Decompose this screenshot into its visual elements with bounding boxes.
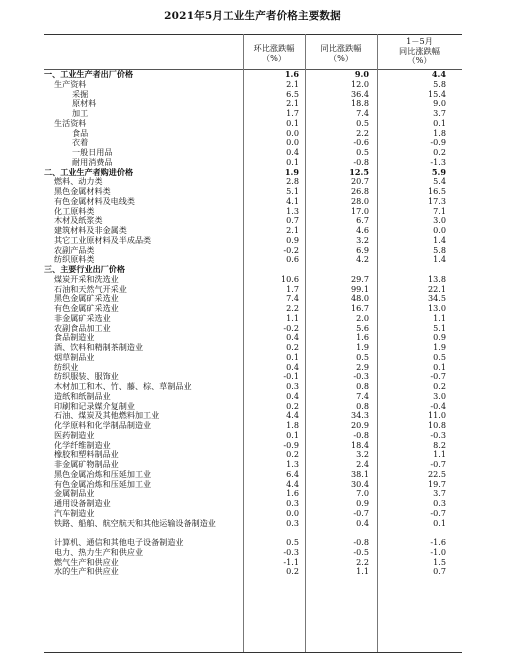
row-label: 耐用消费品 [72,156,113,167]
cell-mom: 1.7 [286,283,299,294]
cell-mom: 2.8 [286,176,299,187]
cell-ytd: 22.1 [427,283,446,294]
cell-mom: 1.3 [286,459,299,469]
cell-yoy: -0.6 [353,137,369,148]
cell-mom: 0.2 [286,566,299,577]
cell-mom: 0.4 [286,390,299,401]
row-label: 非金属矿采选业 [54,312,111,323]
cell-mom: 5.1 [286,186,299,196]
cell-mom: 0.4 [286,147,299,157]
row-label: 二、工业生产者购进价格 [44,166,134,177]
row-label: 食品 [72,127,89,138]
row-label: 有色金属矿采选业 [54,303,119,313]
cell-yoy: 18.8 [350,98,369,109]
cell-ytd: 5.8 [433,78,446,89]
row-label: 木材及纸浆类 [54,215,103,226]
cell-ytd: 1.1 [433,449,446,460]
cell-ytd: 0.1 [433,117,446,128]
cell-yoy: -0.8 [353,537,369,547]
cell-ytd: -0.9 [430,137,446,148]
cell-yoy: -0.8 [353,156,369,167]
row-label: 酒、饮料和精制茶制造业 [54,342,144,352]
table-row [44,129,462,139]
cell-mom: 0.2 [286,449,299,460]
cell-yoy: 18.4 [350,439,369,450]
cell-yoy: -0.3 [353,371,369,382]
cell-ytd: 0.2 [433,147,446,157]
cell-ytd: -1.3 [430,156,446,167]
cell-ytd: 0.0 [433,225,446,235]
row-label: 通用设备制造业 [54,498,111,508]
row-label: 金属制品业 [54,488,95,499]
cell-ytd: 1.4 [433,254,446,265]
cell-ytd: 5.9 [431,166,446,177]
cell-mom: 0.1 [286,117,299,128]
cell-ytd: 5.1 [433,322,446,333]
cell-ytd: -0.3 [430,429,446,440]
row-label: 原材料 [72,98,97,109]
cell-yoy: 2.9 [356,361,369,372]
row-label: 衣着 [72,137,89,148]
row-label: 农副产品类 [54,244,95,255]
cell-mom: 0.9 [286,234,299,245]
cell-mom: 4.4 [286,478,299,489]
cell-ytd: 13.0 [427,303,446,313]
cell-yoy: -0.7 [353,507,369,518]
cell-yoy: 7.4 [356,108,369,118]
row-label: 医药制造业 [54,429,95,440]
cell-yoy: 2.0 [356,312,369,323]
cell-ytd: 16.5 [427,186,446,196]
cell-mom: 0.6 [286,254,299,265]
cell-yoy: 1.1 [356,566,369,577]
cell-ytd: 3.7 [433,108,446,118]
cell-yoy: 99.1 [350,283,369,294]
table-row [44,109,462,119]
cell-yoy: 12.0 [350,78,369,89]
row-label: 烟草制品业 [54,351,95,362]
cell-mom: 1.6 [284,69,299,79]
table-row [44,519,462,539]
cell-mom: 0.0 [286,507,299,518]
cell-yoy: 36.4 [350,88,369,99]
cell-yoy: 16.7 [350,303,369,313]
cell-mom: 4.4 [286,410,299,421]
table-row [44,236,462,246]
cell-yoy: 26.8 [350,186,369,196]
cell-yoy: 6.9 [356,244,369,255]
cell-mom: 2.1 [286,98,299,109]
cell-ytd: -0.7 [430,507,446,518]
cell-mom: 1.9 [284,166,299,177]
table-top-rule [44,34,462,35]
cell-mom: 4.1 [286,195,299,206]
cell-yoy: 0.5 [356,147,369,157]
cell-ytd: 17.3 [427,195,446,206]
table-row [44,246,462,256]
cell-ytd: 3.7 [433,488,446,499]
table-row [44,80,462,90]
cell-mom: 6.5 [286,88,299,99]
cell-yoy: 6.7 [356,215,369,226]
cell-yoy: 48.0 [350,293,369,304]
cell-yoy: 1.9 [356,342,369,352]
row-label: 纺织业 [54,361,79,372]
cell-yoy: 29.7 [350,273,369,284]
row-label: 铁路、船舶、航空航天和其他运输设备制造业 [54,517,216,528]
row-label: 纺织原料类 [54,254,95,265]
row-label: 纺织服装、服饰业 [54,371,119,382]
cell-ytd: 0.3 [433,498,446,508]
cell-ytd: 1.1 [433,312,446,323]
cell-yoy: 7.4 [356,390,369,401]
cell-ytd: 11.0 [427,410,446,421]
cell-mom: 0.3 [286,517,299,528]
table-row [44,207,462,217]
row-label: 采掘 [72,88,89,99]
cell-mom: -0.9 [283,439,299,450]
table-row [44,343,462,353]
cell-yoy: 3.2 [356,234,369,245]
cell-mom: 6.4 [286,468,299,479]
cell-yoy: 4.2 [356,254,369,265]
row-label: 有色金属材料及电线类 [54,195,135,206]
cell-mom: 0.4 [286,332,299,343]
cell-mom: 0.4 [286,361,299,372]
cell-yoy: 0.9 [356,498,369,508]
cell-mom: 0.0 [286,137,299,148]
cell-mom: 0.3 [286,381,299,391]
header-yoy [305,44,377,72]
cell-yoy: 20.7 [350,176,369,187]
cell-ytd: 9.0 [433,98,446,109]
cell-yoy: 20.9 [350,420,369,430]
cell-yoy: 30.4 [350,478,369,489]
cell-mom: 2.1 [286,78,299,89]
row-label: 生活资料 [54,117,87,128]
cell-ytd: 0.1 [433,361,446,372]
cell-ytd: 7.1 [433,205,446,216]
table-row [44,119,462,129]
row-label: 石油和天然气开采业 [54,283,127,294]
cell-ytd: 19.7 [427,478,446,489]
row-label: 汽车制造业 [54,507,95,518]
row-label: 黑色金属矿采选业 [54,293,119,304]
row-label: 一般日用品 [72,147,113,157]
cell-ytd: 5.4 [433,176,446,187]
cell-yoy: 1.6 [356,332,369,343]
header-mom-text: 环比涨跌幅 （%） [253,43,295,63]
cell-mom: 1.3 [286,205,299,216]
table-row [44,70,462,80]
cell-mom: 10.6 [280,273,299,284]
cell-yoy: 38.1 [350,468,369,479]
cell-yoy: -0.8 [353,429,369,440]
table-row [44,499,462,509]
cell-mom: 0.5 [286,537,299,547]
cell-yoy: 0.5 [356,117,369,128]
row-label: 计算机、通信和其他电子设备制造业 [54,537,184,547]
cell-ytd: 22.5 [427,468,446,479]
row-label: 水的生产和供应业 [54,566,119,577]
cell-yoy: 2.4 [356,459,369,469]
header-mom [243,44,305,72]
cell-mom: -0.2 [283,322,299,333]
cell-ytd: -1.0 [430,546,446,557]
row-label: 化工原料类 [54,205,95,216]
row-label: 有色金属冶炼和压延加工业 [54,478,152,489]
cell-yoy: 12.5 [349,166,369,177]
cell-mom: 0.0 [286,127,299,138]
row-label: 造纸和纸制品业 [54,390,111,401]
cell-ytd: -0.4 [430,400,446,411]
cell-mom: -0.3 [283,546,299,557]
table-row [44,567,462,577]
cell-ytd: 0.2 [433,381,446,391]
cell-ytd: 8.2 [433,439,446,450]
header-ytd [377,37,462,65]
cell-ytd: 3.0 [433,390,446,401]
cell-mom: 0.1 [286,156,299,167]
cell-ytd: 5.8 [433,244,446,255]
cell-ytd: -1.6 [430,537,446,547]
table-row [44,353,462,363]
row-label: 食品制造业 [54,332,95,343]
cell-mom: 0.1 [286,429,299,440]
cell-ytd: 34.5 [427,293,446,304]
row-label: 石油、煤炭及其他燃料加工业 [54,410,160,421]
cell-ytd: 15.4 [427,88,446,99]
cell-mom: 0.1 [286,351,299,362]
cell-mom: 0.7 [286,215,299,226]
table-row [44,90,462,100]
cell-ytd: 1.8 [433,127,446,138]
table-row [44,168,462,178]
row-label: 化学原料和化学制品制造业 [54,420,152,430]
cell-ytd: 0.5 [433,351,446,362]
cell-ytd: 10.8 [427,420,446,430]
cell-ytd: -0.7 [430,459,446,469]
cell-ytd: 0.1 [433,517,446,528]
cell-ytd: 3.0 [433,215,446,226]
cell-mom: 1.6 [286,488,299,499]
cell-mom: 2.1 [286,225,299,235]
cell-yoy: 4.6 [356,225,369,235]
cell-mom: -0.1 [283,371,299,382]
row-label: 农副食品加工业 [54,322,111,333]
header-yoy-text: 同比涨跌幅 （%） [320,43,362,63]
cell-mom: 7.4 [286,293,299,304]
cell-ytd: 0.7 [433,566,446,577]
cell-yoy: 17.0 [350,205,369,216]
cell-ytd: -0.7 [430,371,446,382]
cell-mom: 0.3 [286,498,299,508]
row-label: 其它工业原材料及半成品类 [54,234,152,245]
header-ytd-text: 1－5月 同比涨跌幅 （%） [399,36,440,65]
cell-ytd: 4.4 [431,69,446,79]
table-title: 2021年5月工业生产者价格主要数据 [164,10,341,22]
row-label: 黑色金属材料类 [54,186,111,196]
cell-yoy: 3.2 [356,449,369,460]
row-label: 燃料、动力类 [54,176,103,187]
cell-yoy: 34.3 [350,410,369,421]
table-row [44,197,462,207]
cell-yoy: 2.2 [356,556,369,567]
cell-ytd: 1.5 [433,556,446,567]
cell-ytd: 1.4 [433,234,446,245]
cell-mom: -0.2 [283,244,299,255]
cell-yoy: 0.8 [356,381,369,391]
cell-mom: 1.8 [286,420,299,430]
row-label: 木材加工和木、竹、藤、棕、草制品业 [54,381,192,391]
row-label: 生产资料 [54,78,87,89]
cell-yoy: 7.0 [356,488,369,499]
row-label: 加工 [72,108,89,118]
cell-mom: 1.1 [286,312,299,323]
cell-mom: 2.2 [286,303,299,313]
cell-yoy: -0.5 [353,546,369,557]
table-row [44,324,462,334]
table-body [44,70,462,577]
row-label: 煤炭开采和洗选业 [54,273,119,284]
table-row [44,421,462,431]
cell-ytd: 1.9 [433,342,446,352]
cell-ytd: 13.8 [427,273,446,284]
row-label: 一、工业生产者出厂价格 [44,69,134,79]
cell-yoy: 28.0 [350,195,369,206]
cell-mom: 0.2 [286,400,299,411]
row-label: 橡胶和塑料制品业 [54,449,119,460]
cell-yoy: 0.8 [356,400,369,411]
table-row [44,99,462,109]
table-row [44,480,462,490]
cell-mom: 1.7 [286,108,299,118]
row-label: 三、主要行业出厂价格 [44,264,125,274]
cell-yoy: 2.2 [356,127,369,138]
cell-yoy: 9.0 [354,69,369,79]
row-label: 非金属矿物制品业 [54,459,119,469]
row-label: 黑色金属冶炼和压延加工业 [54,468,152,479]
row-label: 化学纤维制造业 [54,439,111,450]
row-label: 燃气生产和供应业 [54,556,119,567]
row-label: 印刷和记录媒介复制业 [54,400,135,411]
cell-mom: -1.1 [283,556,299,567]
cell-yoy: 5.6 [356,322,369,333]
cell-yoy: 0.4 [356,517,369,528]
cell-yoy: 0.5 [356,351,369,362]
table-bottom-rule [44,652,462,653]
cell-mom: 0.2 [286,342,299,352]
row-label: 电力、热力生产和供应业 [54,546,144,557]
row-label: 建筑材料及非金属类 [54,225,127,235]
cell-ytd: 0.9 [433,332,446,343]
